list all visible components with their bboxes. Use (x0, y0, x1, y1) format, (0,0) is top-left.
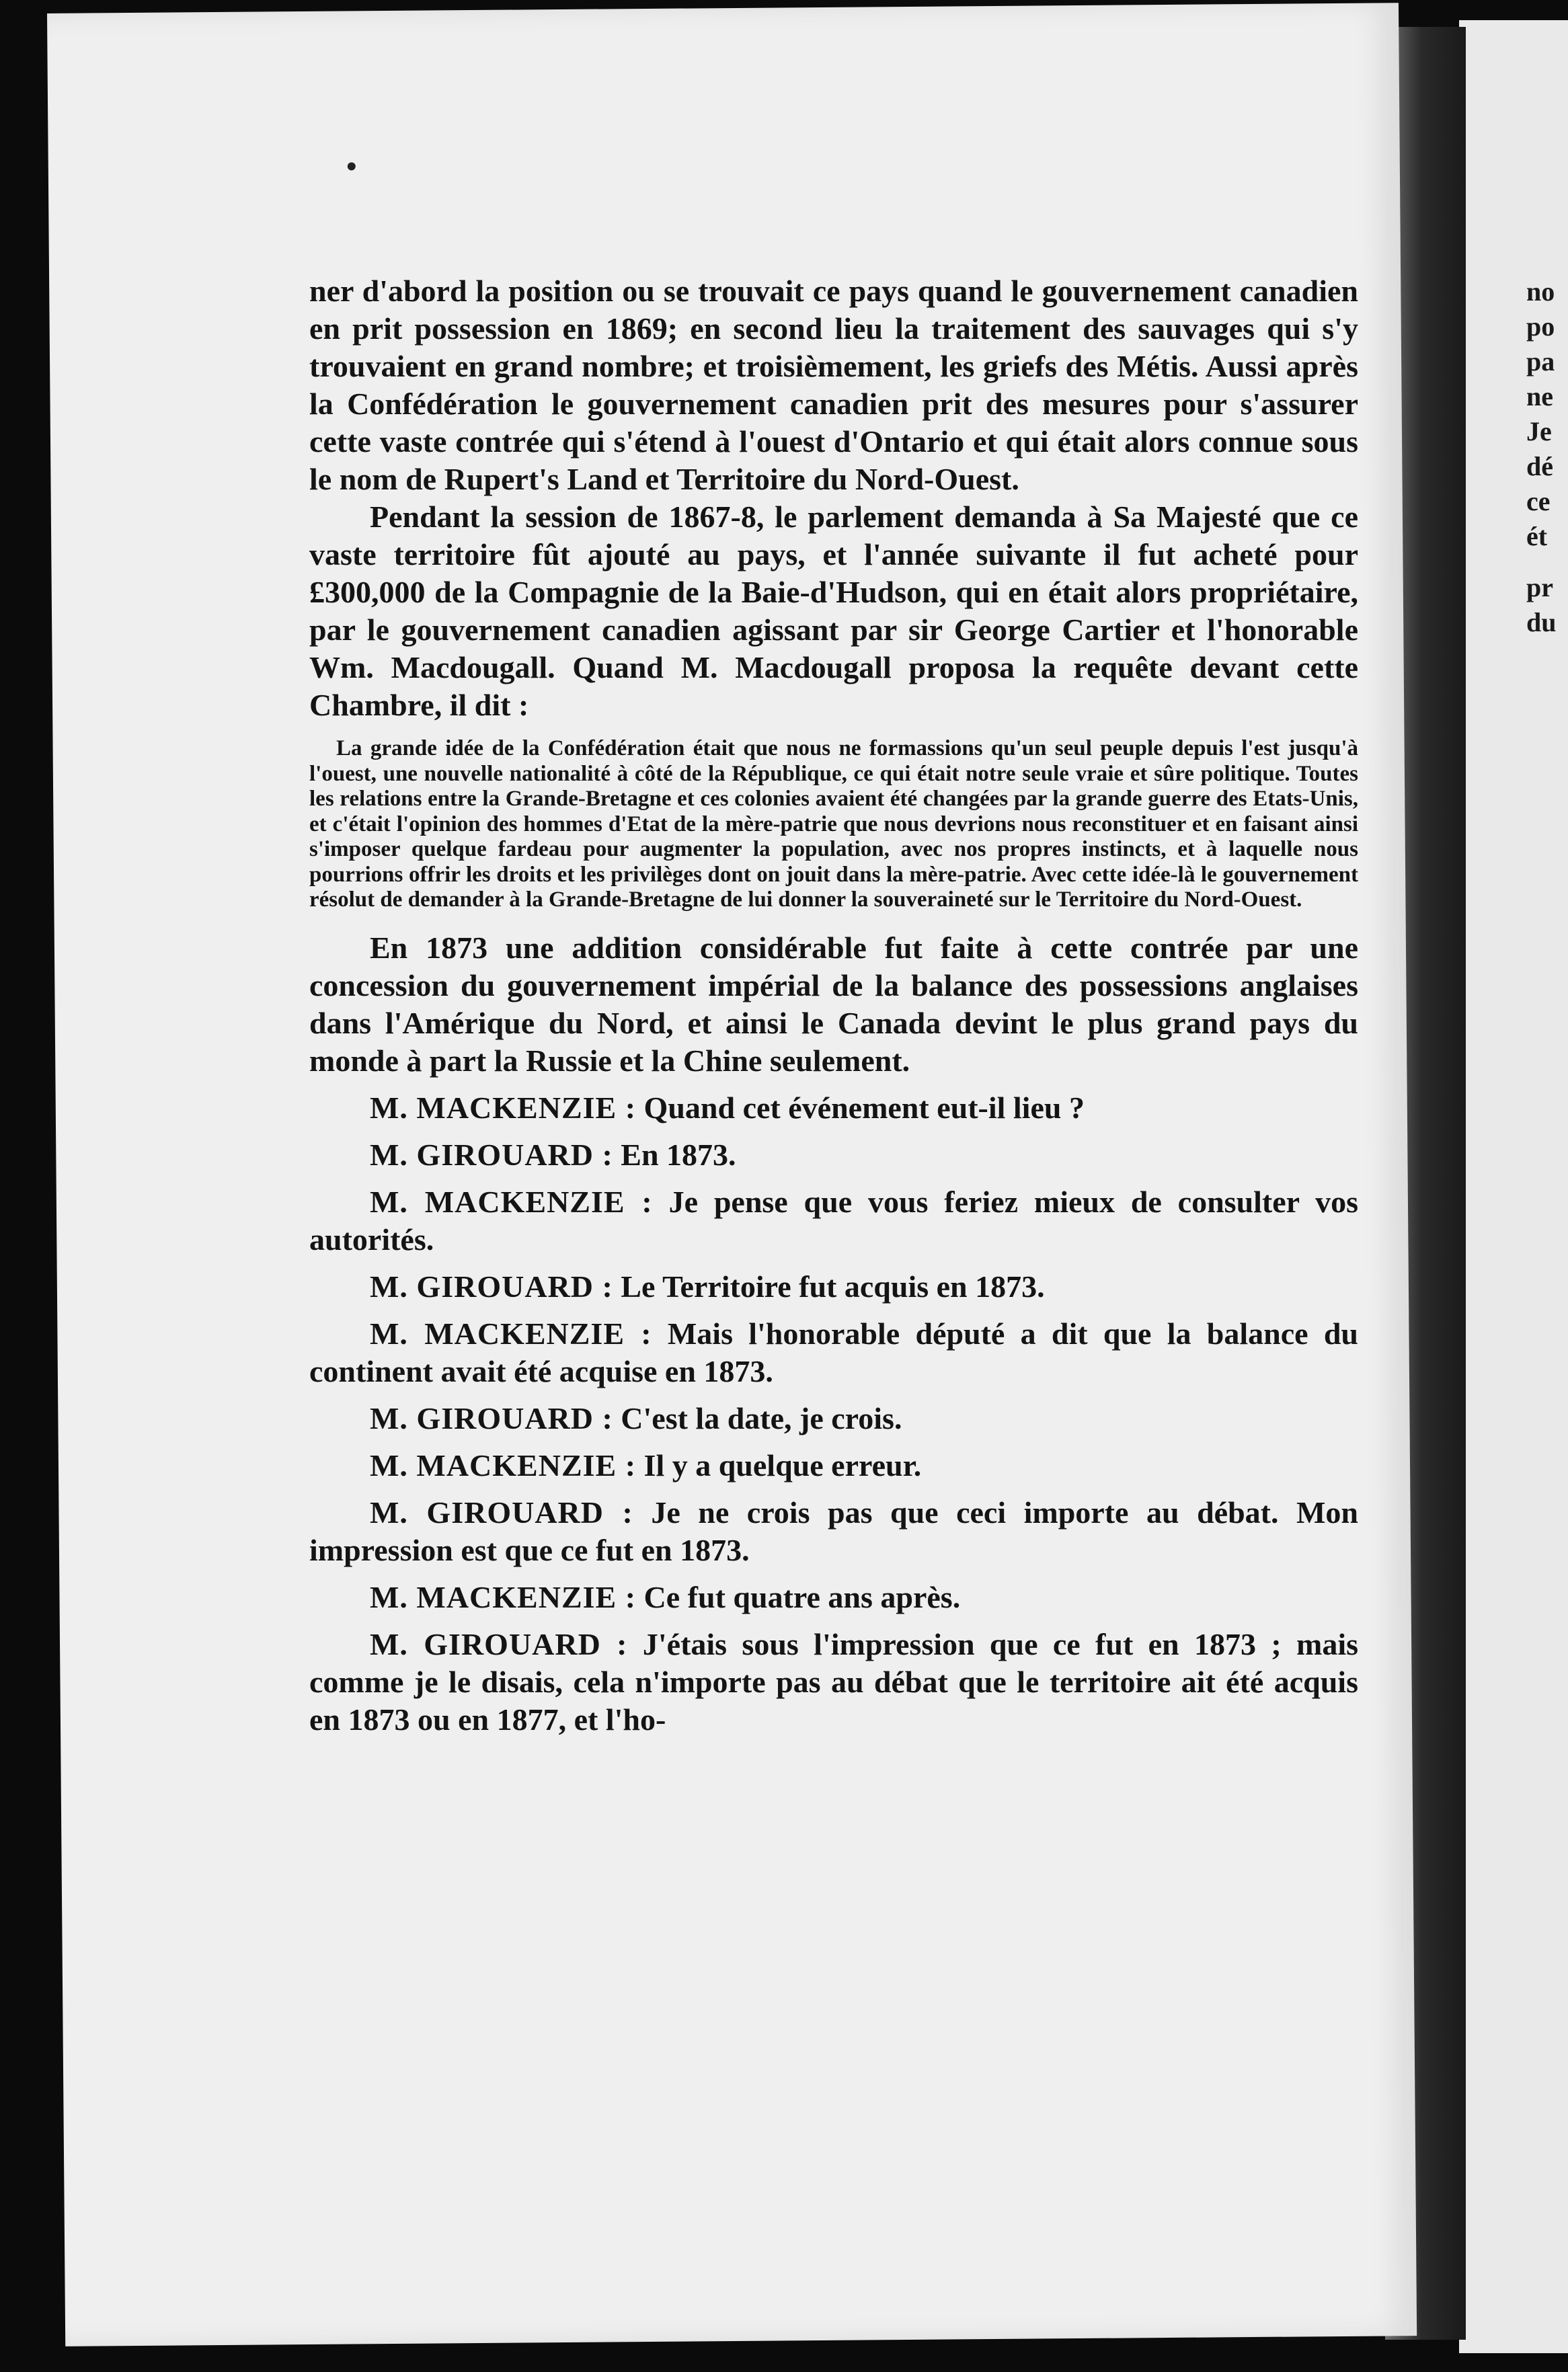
page-text (309, 272, 1358, 1739)
next-page-fragment: no (1526, 276, 1555, 307)
paragraph: Pendant la session de 1867-8, le parlement demanda à Sa Majesté que ce vaste territoire fût ajouté au pays, et l'année suivante il fut acheté pour £300,000 de la Compagnie de la Baie-d'Hudson, qui en était alors propriétaire, par le gouvernement canadien agissant par sir George Cartier et l'honorable Wm. Macdougall. Quand M. Macdougall proposa la requête devant cette Chambre, il dit : (309, 500, 1358, 722)
paragraph: ner d'abord la position ou se trouvait ce pays quand le gouvernement canadien en prit possession en 1869; en second lieu la traitement des sauvages qui s'y trouvaient en grand nombre; et troisièmement, les griefs des Métis. Aussi après la Confédération le gouvernement canadien prit des mesures pour s'assurer cette vaste contrée qui s'étend à l'ouest d'Ontario et qui était alors connue sous le nom de Rupert's Land et Territoire du Nord-Ouest. (309, 274, 1358, 496)
dialogue-line (309, 1136, 1358, 1174)
dialogue-line (309, 1268, 1358, 1306)
speech-text: Je pense que vous feriez mieux de consulter vos autorités. (309, 1184, 1358, 1257)
speech-text: J'étais sous l'impression que ce fut en 1873 ; mais comme je le disais, cela n'importe pas au débat que le territoire ait été acquis en 1873 ou en 1877, et l'ho- (309, 1626, 1359, 1737)
speaker-name: M. MACKENZIE : (370, 1090, 637, 1125)
speech-text: Le Territoire fut acquis en 1873. (621, 1269, 1045, 1304)
block-quote: La grande idée de la Confédération était que nous ne formassions qu'un seul peuple depuis l'est jusqu'à l'ouest, une nouvelle nationalité à côté de la République, ce qui était notre seule vraie et sûre politique. Toutes les relations entre la Grande-Bretagne et ces colonies avaient été changées par la grande guerre des Etats-Unis, et c'était l'opinion des hommes d'Etat de la mère-patrie que nous devrions nous reconstituer et en faisant ainsi s'imposer quelque fardeau pour augmenter la population, avec nos propres instincts, et à laquelle nous pourrions offrir les droits et les privilèges dont on jouit dans la mère-patrie. Avec cette idée-là le gouvernement résolut de demander à la Grande-Bretagne de lui donner la souveraineté sur le Territoire du Nord-Ouest. (309, 736, 1358, 912)
speech-text: En 1873. (621, 1137, 736, 1172)
dialogue-line (309, 1400, 1358, 1437)
dialogue-line (309, 1579, 1358, 1616)
dialogue-line (309, 1447, 1358, 1485)
speaker-name: M. GIROUARD : (370, 1400, 613, 1435)
dialogue-line (309, 1494, 1358, 1569)
speech-text: Je ne crois pas que ceci importe au débat. Mon impression est que ce fut en 1873. (309, 1495, 1358, 1567)
ink-speck (348, 162, 356, 170)
speaker-name: M. GIROUARD : (370, 1137, 613, 1172)
speech-text: Mais l'honorable député a dit que la balance du continent avait été acquise en 1873. (309, 1316, 1358, 1388)
next-page-fragment: ne (1526, 381, 1553, 411)
next-page-edge (1459, 20, 1568, 2353)
speaker-name: M. MACKENZIE : (370, 1579, 637, 1614)
dialogue-line (309, 1183, 1358, 1259)
paragraph: En 1873 une addition considérable fut faite à cette contrée par une concession du gouvernement impérial de la balance des possessions anglaises dans l'Amérique du Nord, et ainsi le Canada devint le plus grand pays du monde à part la Russie et la Chine seulement. (309, 930, 1358, 1078)
speech-text: Quand cet événement eut-il lieu ? (643, 1090, 1085, 1125)
next-page-fragment: du (1526, 607, 1557, 637)
dialogue-line (309, 1315, 1358, 1390)
speaker-name: M. MACKENZIE : (370, 1316, 652, 1351)
next-page-fragment: pr (1526, 572, 1553, 602)
next-page-fragment: pa (1526, 346, 1555, 377)
dialogue-line (309, 1626, 1358, 1739)
speech-text: C'est la date, je crois. (621, 1400, 902, 1435)
speaker-name: M. MACKENZIE : (370, 1448, 637, 1482)
next-page-fragment: dé (1526, 451, 1553, 481)
speech-text: Ce fut quatre ans après. (643, 1579, 961, 1614)
next-page-fragment: Je (1526, 416, 1552, 446)
dialogue-line (309, 1089, 1358, 1127)
speaker-name: M. GIROUARD : (370, 1626, 628, 1661)
next-page-fragment: ce (1526, 486, 1551, 516)
next-page-fragment: ét (1526, 521, 1548, 551)
next-page-fragment: po (1526, 311, 1555, 342)
speaker-name: M. GIROUARD : (370, 1269, 613, 1304)
speech-text: Il y a quelque erreur. (643, 1448, 922, 1482)
speaker-name: M. MACKENZIE : (370, 1184, 653, 1219)
speaker-name: M. GIROUARD : (370, 1495, 633, 1530)
